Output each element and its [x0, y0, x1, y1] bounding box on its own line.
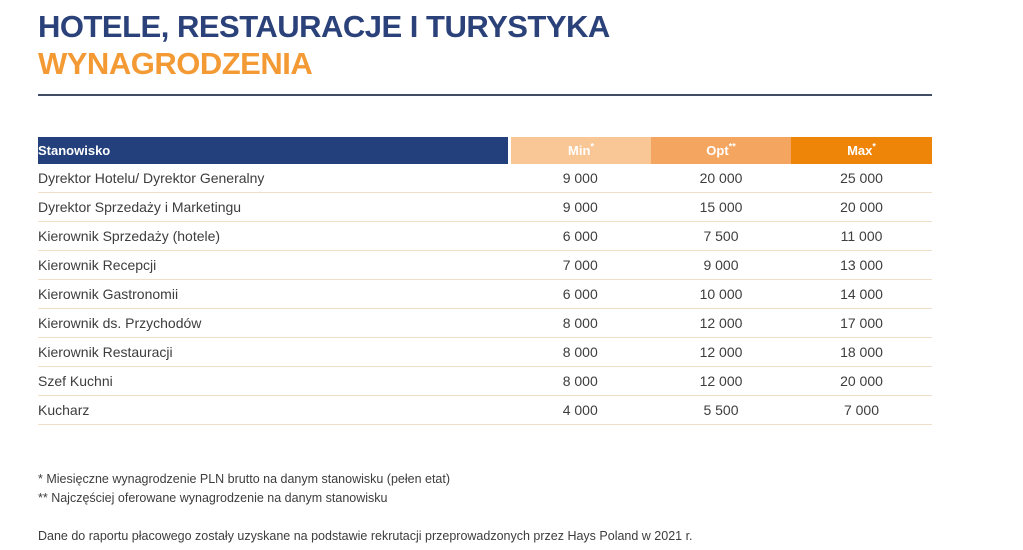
position-cell: Kierownik Gastronomii — [38, 280, 510, 309]
max-value-cell: 11 000 — [791, 222, 932, 251]
opt-value-cell: 20 000 — [651, 164, 791, 193]
table-row — [38, 309, 932, 338]
table-row — [38, 222, 932, 251]
max-value-cell: 17 000 — [791, 309, 932, 338]
max-value-cell: 20 000 — [791, 367, 932, 396]
column-header-opt-label: Opt — [706, 143, 729, 159]
column-header-max — [791, 137, 932, 164]
column-header-min — [510, 137, 652, 164]
page-subtitle: WYNAGRODZENIA — [38, 46, 313, 82]
column-header-stanowisko — [38, 137, 510, 164]
table-row — [38, 396, 932, 425]
max-value-cell: 20 000 — [791, 193, 932, 222]
min-value-cell: 9 000 — [510, 193, 652, 222]
column-header-opt — [651, 137, 791, 164]
table-row — [38, 338, 932, 367]
min-value-cell: 9 000 — [510, 164, 652, 193]
min-value-cell: 8 000 — [510, 338, 652, 367]
table-row — [38, 164, 932, 193]
column-header-opt-mark: ** — [728, 142, 736, 153]
position-cell: Szef Kuchni — [38, 367, 510, 396]
max-value-cell: 7 000 — [791, 396, 932, 425]
column-header-max-label: Max — [847, 143, 873, 159]
min-value-cell: 6 000 — [510, 222, 652, 251]
table-row — [38, 193, 932, 222]
min-value-cell: 8 000 — [510, 309, 652, 338]
max-value-cell: 14 000 — [791, 280, 932, 309]
opt-value-cell: 12 000 — [651, 309, 791, 338]
position-cell: Kierownik Recepcji — [38, 251, 510, 280]
position-cell: Dyrektor Sprzedaży i Marketingu — [38, 193, 510, 222]
table-row — [38, 367, 932, 396]
opt-value-cell: 12 000 — [651, 338, 791, 367]
min-value-cell: 8 000 — [510, 367, 652, 396]
min-value-cell: 7 000 — [510, 251, 652, 280]
table-row — [38, 280, 932, 309]
position-cell: Kierownik Sprzedaży (hotele) — [38, 222, 510, 251]
salary-table — [38, 137, 932, 425]
column-header-min-label: Min — [568, 143, 591, 159]
min-value-cell: 6 000 — [510, 280, 652, 309]
max-value-cell: 13 000 — [791, 251, 932, 280]
page-title: HOTELE, RESTAURACJE I TURYSTYKA — [38, 9, 610, 44]
max-value-cell: 25 000 — [791, 164, 932, 193]
footnote-most-offered: ** Najczęściej oferowane wynagrodzenie na danym stanowisku — [38, 490, 388, 505]
column-header-max-mark: * — [872, 142, 876, 153]
position-cell: Kierownik ds. Przychodów — [38, 309, 510, 338]
position-cell: Dyrektor Hotelu/ Dyrektor Generalny — [38, 164, 510, 193]
opt-value-cell: 12 000 — [651, 367, 791, 396]
source-note: Dane do raportu płacowego zostały uzyskane na podstawie rekrutacji przeprowadzonych przez Hays Poland w 2021 r. — [38, 528, 693, 543]
column-header-min-mark: * — [590, 142, 594, 153]
table-row — [38, 251, 932, 280]
title-divider — [38, 94, 932, 96]
min-value-cell: 4 000 — [510, 396, 652, 425]
footnotes — [38, 470, 932, 506]
table-header-row — [38, 137, 932, 164]
opt-value-cell: 15 000 — [651, 193, 791, 222]
max-value-cell: 18 000 — [791, 338, 932, 367]
column-header-stanowisko-label: Stanowisko — [38, 143, 111, 159]
opt-value-cell: 10 000 — [651, 280, 791, 309]
opt-value-cell: 7 500 — [651, 222, 791, 251]
opt-value-cell: 9 000 — [651, 251, 791, 280]
footnote-monthly-gross: * Miesięczne wynagrodzenie PLN brutto na danym stanowisku (pełen etat) — [38, 472, 451, 487]
position-cell: Kierownik Restauracji — [38, 338, 510, 367]
position-cell: Kucharz — [38, 396, 510, 425]
opt-value-cell: 5 500 — [651, 396, 791, 425]
